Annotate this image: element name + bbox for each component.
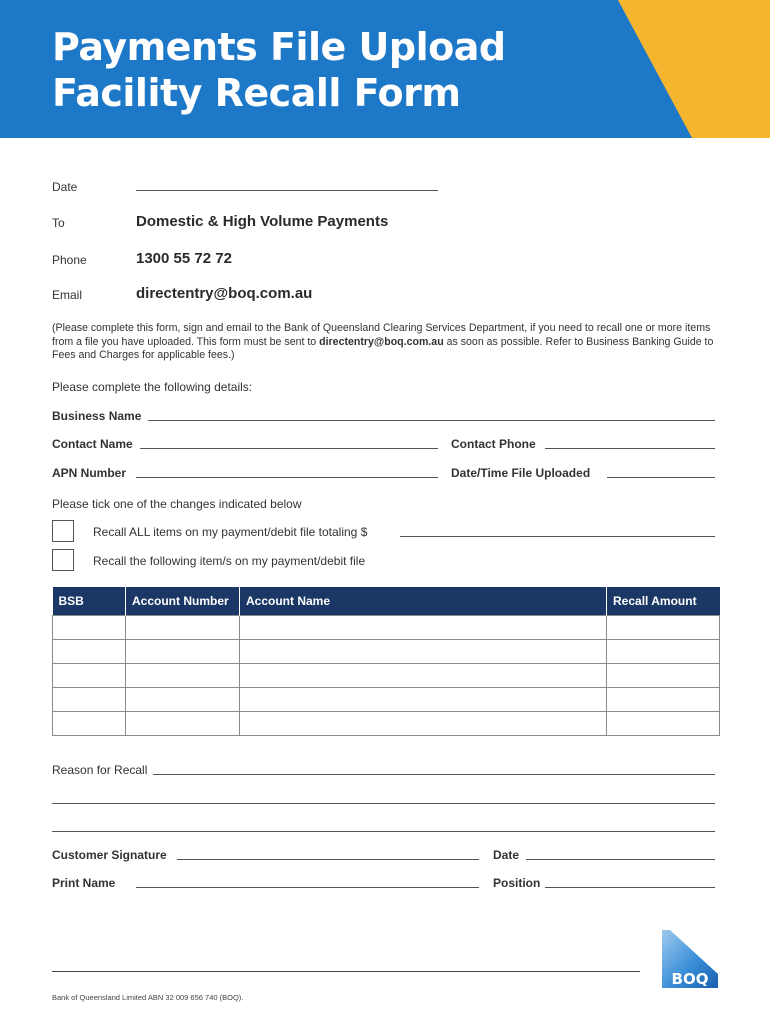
table-cell[interactable] (126, 711, 240, 735)
title-line-1: Payments File Upload (52, 25, 506, 69)
details-heading: Please complete the following details: (52, 380, 253, 394)
table-cell[interactable] (126, 639, 240, 663)
logo-text: BOQ (671, 970, 709, 988)
intro-text-2: as soon as possible. Refer to Business Banking Guide to Fees and Charges for applicable fees.) (52, 335, 714, 361)
footer-divider (52, 971, 640, 972)
phone-value: 1300 55 72 72 (136, 250, 232, 267)
table-cell[interactable] (240, 687, 607, 711)
table-cell[interactable] (126, 663, 240, 687)
table-cell[interactable] (607, 615, 720, 639)
col-bsb: BSB (53, 587, 126, 615)
email-label: Email (52, 288, 83, 302)
apn-number-label: APN Number (52, 466, 127, 480)
intro-text-1: (Please complete this form, sign and email to the Bank of Queensland Clearing Services Department, if you need to recall one or more items from a file you have uploaded. This form must be sent to (52, 322, 711, 348)
reason-field-line-1[interactable] (153, 774, 715, 775)
to-label: To (52, 216, 65, 230)
table-cell[interactable] (607, 711, 720, 735)
table-row (53, 639, 720, 663)
table-cell[interactable] (240, 615, 607, 639)
table-cell[interactable] (240, 639, 607, 663)
changes-heading: Please tick one of the changes indicated below (52, 497, 302, 511)
recall-items-checkbox[interactable] (52, 549, 74, 571)
table-row (53, 615, 720, 639)
table-cell[interactable] (240, 663, 607, 687)
recall-items-label: Recall the following item/s on my payment/debit file (93, 554, 366, 568)
table-cell[interactable] (607, 639, 720, 663)
print-name-field[interactable] (136, 887, 479, 888)
table-cell[interactable] (53, 639, 126, 663)
contact-phone-field[interactable] (545, 448, 715, 449)
customer-signature-label: Customer Signature (52, 848, 167, 862)
email-value: directentry@boq.com.au (136, 285, 313, 302)
table-cell[interactable] (53, 687, 126, 711)
table-cell[interactable] (53, 663, 126, 687)
business-name-field[interactable] (148, 420, 715, 421)
phone-label: Phone (52, 253, 87, 267)
date-time-uploaded-field[interactable] (607, 477, 715, 478)
recall-all-label: Recall ALL items on my payment/debit file totaling $ (93, 525, 368, 539)
col-account-name: Account Name (240, 587, 607, 615)
reason-field-line-3[interactable] (52, 831, 715, 832)
boq-logo-icon (660, 930, 718, 990)
table-cell[interactable] (53, 615, 126, 639)
customer-signature-field[interactable] (177, 859, 479, 860)
reason-label: Reason for Recall (52, 763, 148, 777)
date-label: Date (52, 180, 78, 194)
position-label: Position (493, 876, 541, 890)
table-cell[interactable] (53, 711, 126, 735)
apn-number-field[interactable] (136, 477, 438, 478)
table-header-row (53, 587, 720, 615)
recall-items-table (52, 587, 720, 736)
table-row (53, 663, 720, 687)
col-recall-amount: Recall Amount (607, 587, 720, 615)
recall-all-checkbox[interactable] (52, 520, 74, 542)
table-cell[interactable] (126, 687, 240, 711)
date-field[interactable] (136, 190, 438, 191)
title-line-2: Facility Recall Form (52, 71, 461, 115)
print-name-label: Print Name (52, 876, 116, 890)
reason-field-line-2[interactable] (52, 803, 715, 804)
table-row (53, 711, 720, 735)
signoff-date-field[interactable] (526, 859, 715, 860)
contact-name-label: Contact Name (52, 437, 133, 451)
page-title (52, 24, 506, 116)
contact-phone-label: Contact Phone (451, 437, 536, 451)
table-row (53, 687, 720, 711)
to-value: Domestic & High Volume Payments (136, 213, 389, 230)
header-banner (0, 0, 770, 138)
table-cell[interactable] (240, 711, 607, 735)
footer-legal-text: Bank of Queensland Limited ABN 32 009 656 740 (BOQ). (52, 993, 244, 1002)
table-cell[interactable] (607, 687, 720, 711)
contact-name-field[interactable] (140, 448, 438, 449)
recall-all-amount-field[interactable] (400, 536, 715, 537)
table-cell[interactable] (607, 663, 720, 687)
signoff-date-label: Date (493, 848, 520, 862)
intro-email: directentry@boq.com.au (319, 335, 444, 348)
intro-paragraph (52, 322, 720, 363)
date-time-uploaded-label: Date/Time File Uploaded (451, 466, 591, 480)
table-cell[interactable] (126, 615, 240, 639)
position-field[interactable] (545, 887, 715, 888)
business-name-label: Business Name (52, 409, 142, 423)
col-account-number: Account Number (126, 587, 240, 615)
